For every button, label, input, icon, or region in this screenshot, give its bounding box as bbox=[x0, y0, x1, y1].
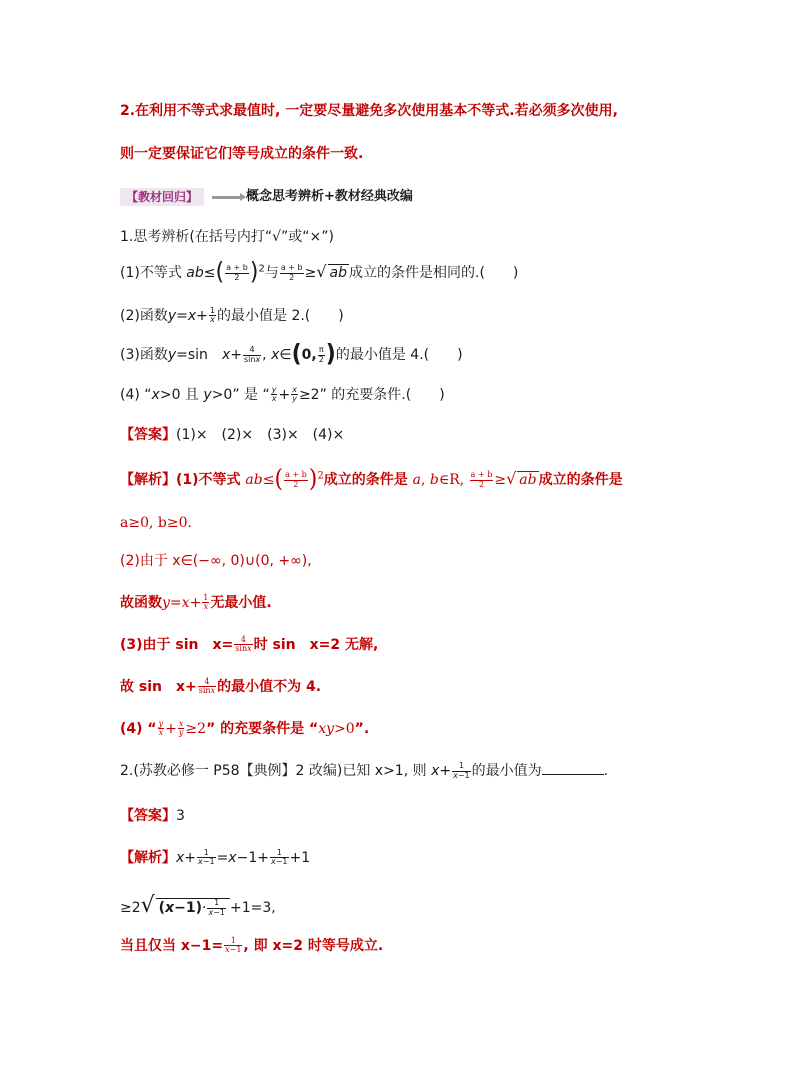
q2-analysis-3: 当且仅当 x−1= $\frac{1}{x-1}$ , 即 x=2 时等号成立. bbox=[120, 936, 384, 955]
section-heading bbox=[120, 188, 413, 206]
q2-line3-prefix: 当且仅当 x−1= bbox=[120, 937, 224, 954]
q1-item2-prefix: (2)函数 bbox=[120, 307, 168, 324]
q1-item3-prefix: (3)函数 bbox=[120, 347, 168, 363]
q1-title: 1.思考辨析(在括号内打“√”或“×”) bbox=[120, 229, 334, 245]
q2-suffix: 的最小值为 bbox=[471, 763, 542, 779]
q1-item-4: (4) “x>0 且 y>0” 是 “ $\frac{y}{x}$ + $\frac{x}{y}$ ≥2” 的充要条件.( ) bbox=[120, 385, 445, 404]
q1-item-1: (1)不等式 ab≤( $\frac{a + b}{2}$ )$^2$与 $\frac{a + b}{2}$ ≥√ ab 成立的条件是相同的.( ) bbox=[120, 258, 519, 287]
section-subtitle: 概念思考辨析+教材经典改编 bbox=[246, 189, 413, 205]
q2-line2-suffix: +1=3, bbox=[229, 900, 276, 916]
q1-analysis-2b: 故函数y=x+ $\frac{1}{x}$ 无最小值. bbox=[120, 593, 272, 612]
q1-a3-suffix: 时 sin x=2 无解, bbox=[253, 636, 379, 653]
note-line-1: 2.在利用不等式求最值时, 一定要尽量避免多次使用基本不等式.若必须多次使用, bbox=[120, 103, 618, 119]
q1-a2-prefix: 故函数 bbox=[120, 594, 162, 611]
q1-analysis-3a: (3)由于 sin x= $\frac{4}{\sin x}$ 时 sin x=2 无解, bbox=[120, 635, 379, 654]
q1-a3b-prefix: 故 sin x+ bbox=[120, 678, 197, 695]
q1-analysis-2a: (2)由于 x∈(−∞, 0)∪(0, +∞), bbox=[120, 553, 312, 569]
q1-answer-label: 【答案】 bbox=[120, 427, 176, 443]
q1-item4-mid: ” 是 “ bbox=[232, 386, 270, 403]
q1-analysis-3b: 故 sin x+ $\frac{4}{\sin x}$ 的最小值不为 4. bbox=[120, 677, 322, 696]
q2-analysis-label: 【解析】 bbox=[120, 849, 176, 866]
q2-answer bbox=[120, 808, 185, 825]
q1-item3-suffix: 的最小值是 4.( ) bbox=[335, 347, 463, 363]
q1-a4-mid: ” 的充要条件是 “ bbox=[206, 720, 319, 737]
q1-item1-and: 与 bbox=[264, 265, 279, 281]
q2-answer-value: 3 bbox=[176, 808, 185, 824]
q2-line3-suffix: , 即 x=2 时等号成立. bbox=[243, 937, 384, 954]
q1-item1-leq: ≤ bbox=[203, 265, 216, 281]
q1-a1-text-c: 成立的条件是 bbox=[538, 472, 623, 488]
q1-a1-text-a: (1)不等式 bbox=[176, 472, 246, 488]
q1-item1-geq: ≥ bbox=[304, 265, 317, 281]
q2-end: . bbox=[603, 763, 609, 779]
q1-a4-suffix: ”. bbox=[354, 720, 370, 737]
q2-answer-label: 【答案】 bbox=[120, 808, 176, 824]
q1-item1-prefix: (1)不等式 bbox=[120, 265, 187, 281]
q1-answer-text: (1)× (2)× (3)× (4)× bbox=[176, 427, 345, 443]
q2-question: 2.(苏教必修一 P58【典例】2 改编)已知 x>1, 则 x+ $\frac{1}{x-1}$ 的最小值为 . bbox=[120, 761, 609, 780]
q2-prefix: 2.(苏教必修一 P58【典例】2 改编)已知 x>1, 则 bbox=[120, 763, 432, 779]
section-tag: 【教材回归】 bbox=[120, 188, 204, 206]
q1-analysis-4: (4) “ $\frac{y}{x}$ + $\frac{x}{y}$ ≥2” 的充要条件是 “xy>0”. bbox=[120, 719, 370, 738]
q1-analysis-1b: a≥0, b≥0. bbox=[120, 515, 192, 531]
q1-item-2: (2)函数y=x+ $\frac{1}{x}$ 的最小值是 2.( ) bbox=[120, 306, 344, 325]
q1-item-3: (3)函数y=sin x+ $\frac{4}{\sin x}$ , x∈(0, $\frac{\pi}{2}$ )的最小值是 4.( ) bbox=[120, 340, 463, 369]
q1-a3b-suffix: 的最小值不为 4. bbox=[217, 678, 322, 695]
q1-analysis-label: 【解析】 bbox=[120, 472, 176, 488]
q1-item4-suffix: ” 的充要条件.( ) bbox=[319, 386, 445, 403]
q2-line1-tail: +1 bbox=[289, 849, 311, 866]
q1-a1-text-b: 成立的条件是 bbox=[323, 472, 413, 488]
q1-item2-suffix: 的最小值是 2.( ) bbox=[217, 307, 344, 324]
answer-blank[interactable] bbox=[542, 762, 604, 775]
q1-item1-suffix: 成立的条件是相同的.( ) bbox=[349, 265, 519, 281]
q2-analysis-2: ≥2√ (x−1)· $\frac{1}{x-1}$ +1=3, bbox=[120, 893, 276, 918]
q1-a4-prefix: (4) “ bbox=[120, 720, 157, 737]
q1-item4-prefix: (4) “ bbox=[120, 386, 152, 403]
q1-a3-prefix: (3)由于 sin x= bbox=[120, 636, 234, 653]
q2-analysis-1: 【解析】x+ $\frac{1}{x-1}$ =x−1+ $\frac{1}{x-1}$ +1 bbox=[120, 848, 311, 867]
note-line-2: 则一定要保证它们等号成立的条件一致. bbox=[120, 146, 364, 162]
arrow-right-icon bbox=[212, 196, 242, 199]
q1-a2-suffix: 无最小值. bbox=[210, 594, 272, 611]
q1-item1-ab: ab bbox=[186, 265, 204, 281]
q1-analysis-1: 【解析】(1)不等式 ab≤( $\frac{a + b}{2}$ )$^2$成立的条件是 a, b∈R, $\frac{a + b}{2}$ ≥√ ab 成立的条件是 bbox=[120, 465, 623, 494]
q1-answer bbox=[120, 427, 344, 444]
